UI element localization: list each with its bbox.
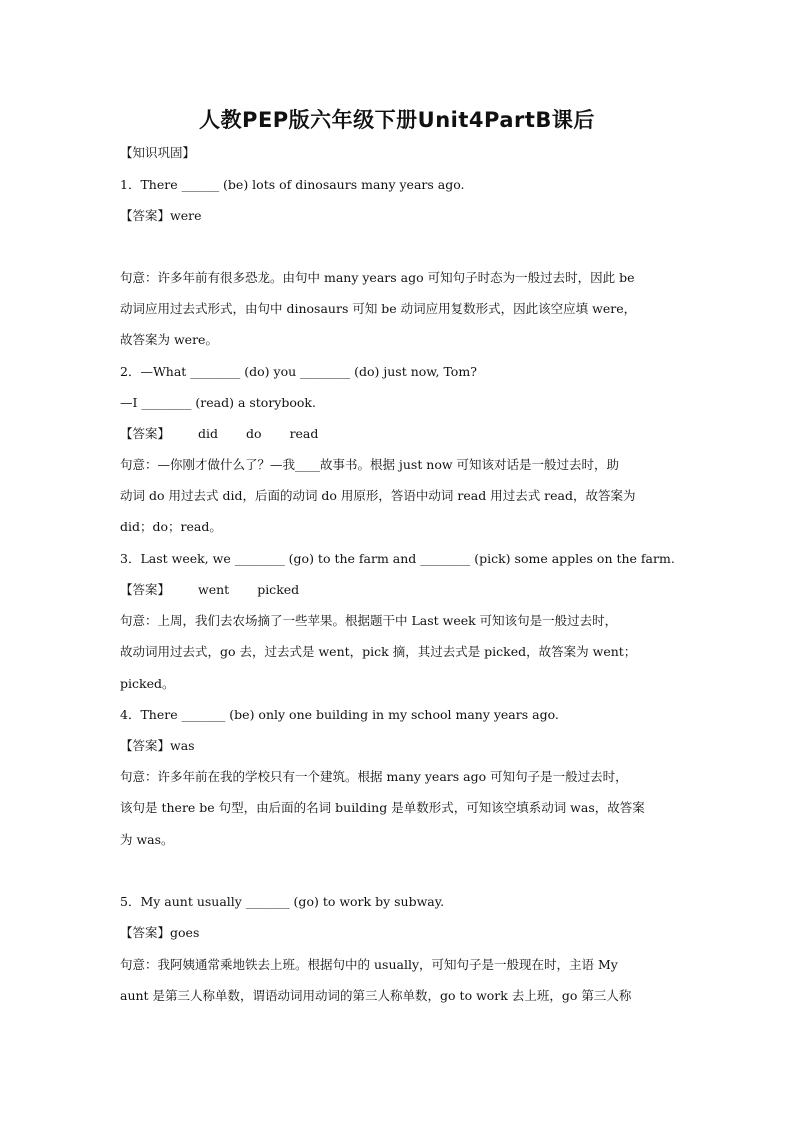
question-3-text: 3．Last week, we ________ (go) to the farm and ________ (pick) some apples on the farm. [120, 551, 675, 566]
answer-label: 【答案】 [120, 208, 171, 223]
page-title: 人教PEP版六年级下册Unit4PartB课后 [199, 108, 595, 132]
answer-value: do [246, 426, 262, 441]
question-1-text: 1．There ______ (be) lots of dinosaurs many years ago. [120, 177, 465, 192]
explanation-3-line-3: picked。 [120, 676, 175, 691]
explanation-1-line-3: 故答案为 were。 [120, 332, 218, 347]
explanation-5-line-2: aunt 是第三人称单数，谓语动词用动词的第三人称单数，go to work 去上班，go 第三人称 [120, 988, 632, 1003]
answer-label: 【答案】 [120, 925, 171, 940]
answer-value: were [170, 208, 202, 223]
answer-value: was [170, 738, 195, 753]
answer-5 [120, 924, 199, 942]
explanation-2-line-1: 句意：—你刚才做什么了？—我____故事书。根据 just now 可知该对话是一般过去时，助 [120, 457, 620, 472]
question-5-text: 5．My aunt usually _______ (go) to work by subway. [120, 894, 445, 909]
answer-value: picked [257, 582, 300, 597]
answer-4 [120, 737, 195, 755]
explanation-2-line-2: 动词 do 用过去式 did，后面的动词 do 用原形，答语中动词 read 用过去式 read，故答案为 [120, 488, 636, 503]
question-2-text-line-1: 2．—What ________ (do) you ________ (do) just now, Tom? [120, 364, 477, 379]
answer-label: 【答案】 [120, 738, 171, 753]
explanation-3-line-1: 句意：上周，我们去农场摘了一些苹果。根据题干中 Last week 可知该句是一般过去时， [120, 613, 618, 628]
explanation-5-line-1: 句意：我阿姨通常乘地铁去上班。根据句中的 usually，可知句子是一般现在时，主语 My [120, 957, 618, 972]
explanation-4-line-1: 句意：许多年前在我的学校只有一个建筑。根据 many years ago 可知句子是一般过去时， [120, 769, 628, 784]
answer-label: 【答案】 [120, 582, 171, 597]
answer-value: did [198, 426, 219, 441]
explanation-1-line-2: 动词应用过去式形式，由句中 dinosaurs 可知 be 动词应用复数形式，因此该空应填 were， [120, 301, 637, 316]
answer-value: goes [170, 925, 200, 940]
answer-2 [120, 425, 318, 443]
explanation-2-line-3: did；do；read。 [120, 519, 222, 534]
answer-value: went [198, 582, 230, 597]
explanation-4-line-2: 该句是 there be 句型，由后面的名词 building 是单数形式，可知该空填系动词 was，故答案 [120, 800, 645, 815]
answer-value: read [289, 426, 319, 441]
answer-1 [120, 207, 202, 225]
explanation-1-line-1: 句意：许多年前有很多恐龙。由句中 many years ago 可知句子时态为一般过去时，因此 be [120, 270, 635, 285]
explanation-4-line-3: 为 was。 [120, 832, 174, 847]
question-4-text: 4．There _______ (be) only one building in my school many years ago. [120, 707, 559, 722]
question-2-text-line-2: —I ________ (read) a storybook. [120, 395, 316, 410]
answer-3 [120, 581, 299, 599]
explanation-3-line-2: 故动词用过去式，go 去，过去式是 went，pick 摘，其过去式是 picked，故答案为 went； [120, 644, 637, 659]
answer-label: 【答案】 [120, 426, 171, 441]
section-label: 【知识巩固】 [120, 145, 196, 160]
